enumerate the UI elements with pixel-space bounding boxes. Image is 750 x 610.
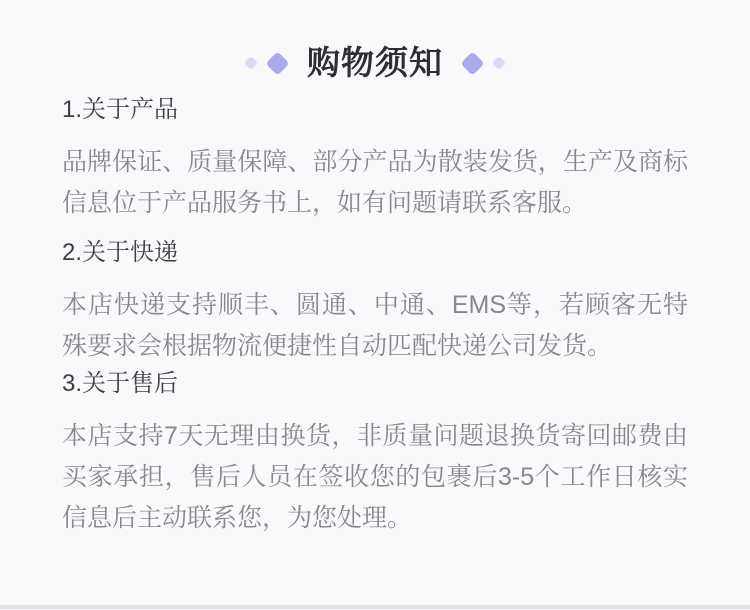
diamond-large-icon	[265, 51, 289, 75]
section-body: 本店支持7天无理由换货，非质量问题退换货寄回邮费由买家承担，售后人员在签收您的包裹后3-5个工作日核实信息后主动联系您，为您处理。	[62, 422, 688, 532]
section-heading: 3.关于售后	[62, 370, 179, 397]
section-heading: 1.关于产品	[62, 96, 179, 123]
footer-divider	[0, 605, 750, 609]
section-about-product	[62, 93, 688, 224]
section-body: 本店快递支持顺丰、圆通、中通、EMS等，若顾客无特殊要求会根据物流便捷性自动匹配快递公司发货。	[62, 291, 688, 360]
section-body: 品牌保证、质量保障、部分产品为散装发货，生产及商标信息位于产品服务书上，如有问题请联系客服。	[62, 148, 688, 217]
section-about-aftersales	[62, 367, 688, 539]
section-heading: 2.关于快递	[62, 239, 179, 266]
section-about-shipping	[62, 236, 688, 367]
page-title-row	[62, 44, 688, 82]
page-title: 购物须知	[307, 44, 443, 81]
diamond-large-icon	[460, 51, 484, 75]
diamond-small-icon	[244, 56, 258, 70]
diamond-small-icon	[492, 56, 506, 70]
